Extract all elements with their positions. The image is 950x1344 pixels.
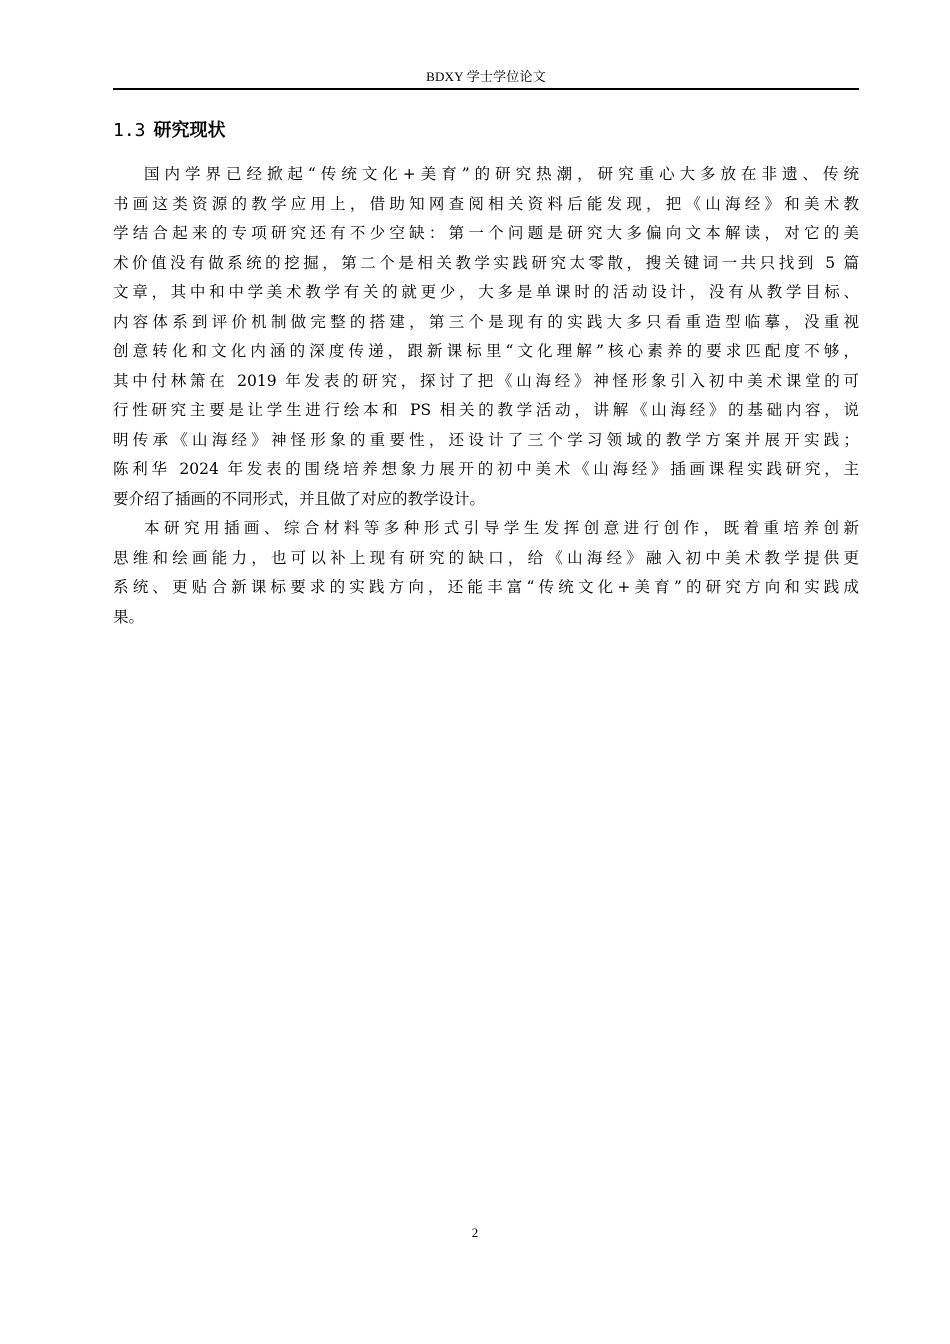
paragraph-line: 陈利华 2024 年发表的围绕培养想象力展开的初中美术《山海经》插画课程实践研究，主 [113,460,859,478]
page-header [113,66,859,90]
paragraph-line: 本研究用插画、综合材料等多种形式引导学生发挥创意进行创作，既着重培养创新 [144,519,859,537]
paragraph-line: 其中付林箫在 2019 年发表的研究，探讨了把《山海经》神怪形象引入初中美术课堂的可 [113,371,859,390]
section-title: 研究现状 [153,120,226,141]
paragraph-line: 学结合起来的专项研究还有不少空缺：第一个问题是研究大多偏向文本解读，对它的美 [113,224,859,242]
paragraph-line: 要介绍了插画的不同形式，并且做了对应的教学设计。 [113,489,486,508]
header-title: BDXY 学士学位论文 [426,69,546,84]
body-text [113,160,859,632]
paragraph-line: 文章，其中和中学美术教学有关的就更少，大多是单课时的活动设计，没有从教学目标、 [113,283,859,301]
paragraph-line: 行性研究主要是让学生进行绘本和 PS 相关的教学活动，讲解《山海经》的基础内容，说 [113,401,859,419]
paragraph-line: 创意转化和文化内涵的深度传递，跟新课标里“文化理解”核心素养的要求匹配度不够， [113,342,859,360]
paragraph-line: 明传承《山海经》神怪形象的重要性，还设计了三个学习领域的教学方案并展开实践； [113,430,859,449]
paragraph-line: 国内学界已经掀起“传统文化+美育”的研究热潮，研究重心大多放在非遗、传统 [144,165,859,183]
paragraph-line: 果。 [113,607,145,626]
paragraph-1 [113,160,859,514]
section-heading [113,118,226,144]
paragraph-line: 术价值没有做系统的挖掘，第二个是相关教学实践研究太零散，搜关键词一共只找到 5 篇 [113,253,859,272]
section-number: 1.3 [113,120,146,141]
paragraph-line: 思维和绘画能力，也可以补上现有研究的缺口，给《山海经》融入初中美术教学提供更 [113,548,859,567]
paragraph-line: 书画这类资源的教学应用上，借助知网查阅相关资料后能发现，把《山海经》和美术教 [113,194,859,213]
paragraph-2 [113,514,859,632]
paragraph-line: 系统、更贴合新课标要求的实践方向，还能丰富“传统文化+美育”的研究方向和实践成 [113,578,859,596]
page-number: 2 [471,1225,479,1240]
paragraph-line: 内容体系到评价机制做完整的搭建，第三个是现有的实践大多只看重造型临摹，没重视 [113,312,859,331]
